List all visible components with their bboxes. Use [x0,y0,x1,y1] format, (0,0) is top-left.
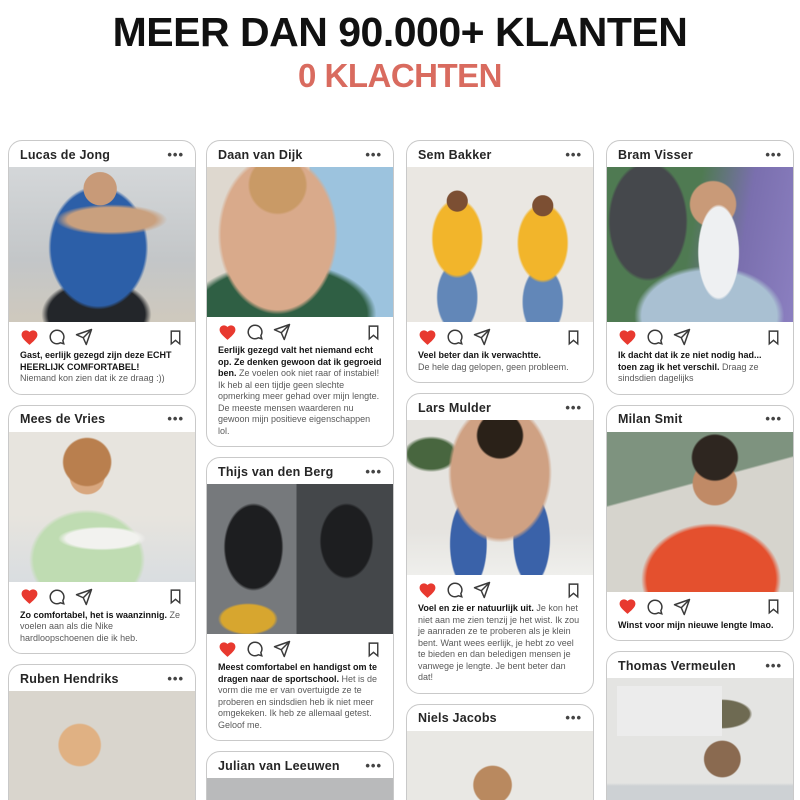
post-photo [407,731,593,800]
grid-column-4 [606,140,794,800]
more-options-icon[interactable]: ••• [167,411,184,426]
post-header [207,458,393,484]
comment-icon[interactable] [646,598,664,616]
post-author: Ruben Hendriks [20,671,119,686]
post-photo [9,167,195,322]
post-header [407,394,593,420]
testimonial-card-thomas [606,651,794,800]
post-actions [9,582,195,609]
testimonial-card-niels [406,704,594,800]
more-options-icon[interactable]: ••• [365,146,382,162]
post-header [207,141,393,167]
share-icon[interactable] [273,640,291,658]
post-header [607,406,793,432]
post-author: Niels Jacobs [418,711,497,725]
bookmark-icon[interactable] [167,329,184,346]
bookmark-icon[interactable] [765,598,782,615]
post-photo [607,678,793,800]
post-header [607,652,793,678]
hero-header [0,10,800,95]
comment-icon[interactable] [246,640,264,658]
testimonial-card-sem [406,140,594,383]
post-caption: Zo comfortabel, het is waanzinnig. Ze voelen aan als die Nike hardloopschoenen die ik heb. [20,609,181,643]
heart-icon[interactable] [20,328,39,347]
grid-column-3 [406,140,594,800]
page-title: MEER DAN 90.000+ KLANTEN [112,9,688,55]
post-actions [407,575,593,602]
more-options-icon[interactable]: ••• [565,146,582,162]
post-caption: Gast, eerlijk gezegd zijn deze ECHT HEERLIJK COMFORTABEL! Niemand kon zien dat ik ze draag :)) [20,350,172,383]
bookmark-icon[interactable] [765,329,782,346]
bookmark-icon[interactable] [365,324,382,341]
share-icon[interactable] [473,328,491,346]
post-photo [9,691,195,800]
comment-icon[interactable] [48,328,66,346]
more-options-icon[interactable]: ••• [565,399,582,415]
post-author: Thomas Vermeulen [618,658,736,673]
post-author: Mees de Vries [20,412,106,426]
post-author: Milan Smit [618,412,683,426]
more-options-icon[interactable]: ••• [565,710,582,725]
post-author: Bram Visser [618,147,693,162]
testimonial-card-bram [606,140,794,395]
post-header [9,141,195,167]
post-actions [407,322,593,349]
post-photo [207,484,393,634]
post-author: Lucas de Jong [20,147,111,162]
more-options-icon[interactable]: ••• [765,411,782,426]
page-subtitle: 0 KLACHTEN [297,57,502,95]
testimonial-card-mees [8,405,196,655]
post-header [607,141,793,167]
bookmark-icon[interactable] [365,641,382,658]
post-caption: Winst voor mijn nieuwe lengte lmao. [618,619,774,630]
more-options-icon[interactable]: ••• [365,757,382,773]
post-actions [207,317,393,344]
bookmark-icon[interactable] [565,582,582,599]
more-options-icon[interactable]: ••• [365,463,382,479]
testimonial-card-lars [406,393,594,694]
post-photo [207,778,393,800]
testimonial-card-lucas [8,140,196,395]
post-actions [607,592,793,619]
post-photo [407,167,593,322]
post-photo [407,420,593,575]
post-actions [9,322,195,349]
post-author: Daan van Dijk [218,147,303,162]
post-author: Thijs van den Berg [218,464,334,479]
share-icon[interactable] [75,328,93,346]
testimonial-card-daan [206,140,394,447]
post-caption: Ik dacht dat ik ze niet nodig had... toen zag ik het verschil. Draag ze sindsdien dagelijks [618,350,762,383]
share-icon[interactable] [673,598,691,616]
testimonial-card-thijs [206,457,394,741]
share-icon[interactable] [673,328,691,346]
heart-icon[interactable] [418,581,437,600]
heart-icon[interactable] [618,328,637,347]
share-icon[interactable] [75,588,93,606]
comment-icon[interactable] [446,328,464,346]
post-photo [607,167,793,322]
heart-icon[interactable] [20,587,39,606]
post-caption: Veel beter dan ik verwachtte. De hele dag gelopen, geen probleem. [418,350,569,372]
comment-icon[interactable] [446,581,464,599]
testimonial-card-ruben [8,664,196,800]
grid-column-2 [206,140,394,800]
post-header [9,665,195,691]
post-author: Julian van Leeuwen [218,758,340,773]
heart-icon[interactable] [218,640,237,659]
post-photo [9,432,195,582]
post-header [407,705,593,731]
more-options-icon[interactable]: ••• [765,146,782,162]
post-actions [207,634,393,661]
post-caption: Voel en zie er natuurlijk uit. Je kon het niet aan me zien tenzij je het wist. Ik zou je aanraden ze te proberen als je klein bent. Want wees eerlijk, je hebt zo veel te bieden en dan beledigen mensen je vanwege je lengte. Je bent beter dan dat! [418,603,580,682]
post-author: Sem Bakker [418,147,492,162]
post-caption: Eerlijk gezegd valt het niemand echt op. Ze denken gewoon dat ik gegroeid ben. Ze voelen ook niet raar of instabiel! Ik heb al een tijdje geen slechte opmerking meer gehad over mijn lengte. De meeste mensen waarderen nu gewoon mijn positieve eigenschappen lol. [218,345,382,436]
post-header [407,141,593,167]
comment-icon[interactable] [246,323,264,341]
share-icon[interactable] [273,323,291,341]
testimonial-card-milan [606,405,794,642]
post-photo [607,432,793,592]
grid-column-1 [8,140,196,800]
more-options-icon[interactable]: ••• [167,146,184,162]
post-author: Lars Mulder [418,400,492,415]
share-icon[interactable] [473,581,491,599]
comment-icon[interactable] [48,588,66,606]
post-photo [207,167,393,317]
post-header [207,752,393,778]
post-caption: Meest comfortabel en handigst om te dragen naar de sportschool. Het is de vorm die me er van overtuigde ze te proberen en sindsdien heb ik niet meer omgekeken. Ik heb ze allemaal getest. Geloof me. [218,662,378,730]
comment-icon[interactable] [646,328,664,346]
heart-icon[interactable] [618,597,637,616]
more-options-icon[interactable]: ••• [765,657,782,673]
bookmark-icon[interactable] [167,588,184,605]
more-options-icon[interactable]: ••• [167,670,184,686]
testimonial-card-julian [206,751,394,800]
heart-icon[interactable] [218,323,237,342]
post-actions [607,322,793,349]
bookmark-icon[interactable] [565,329,582,346]
post-header [9,406,195,432]
heart-icon[interactable] [418,328,437,347]
